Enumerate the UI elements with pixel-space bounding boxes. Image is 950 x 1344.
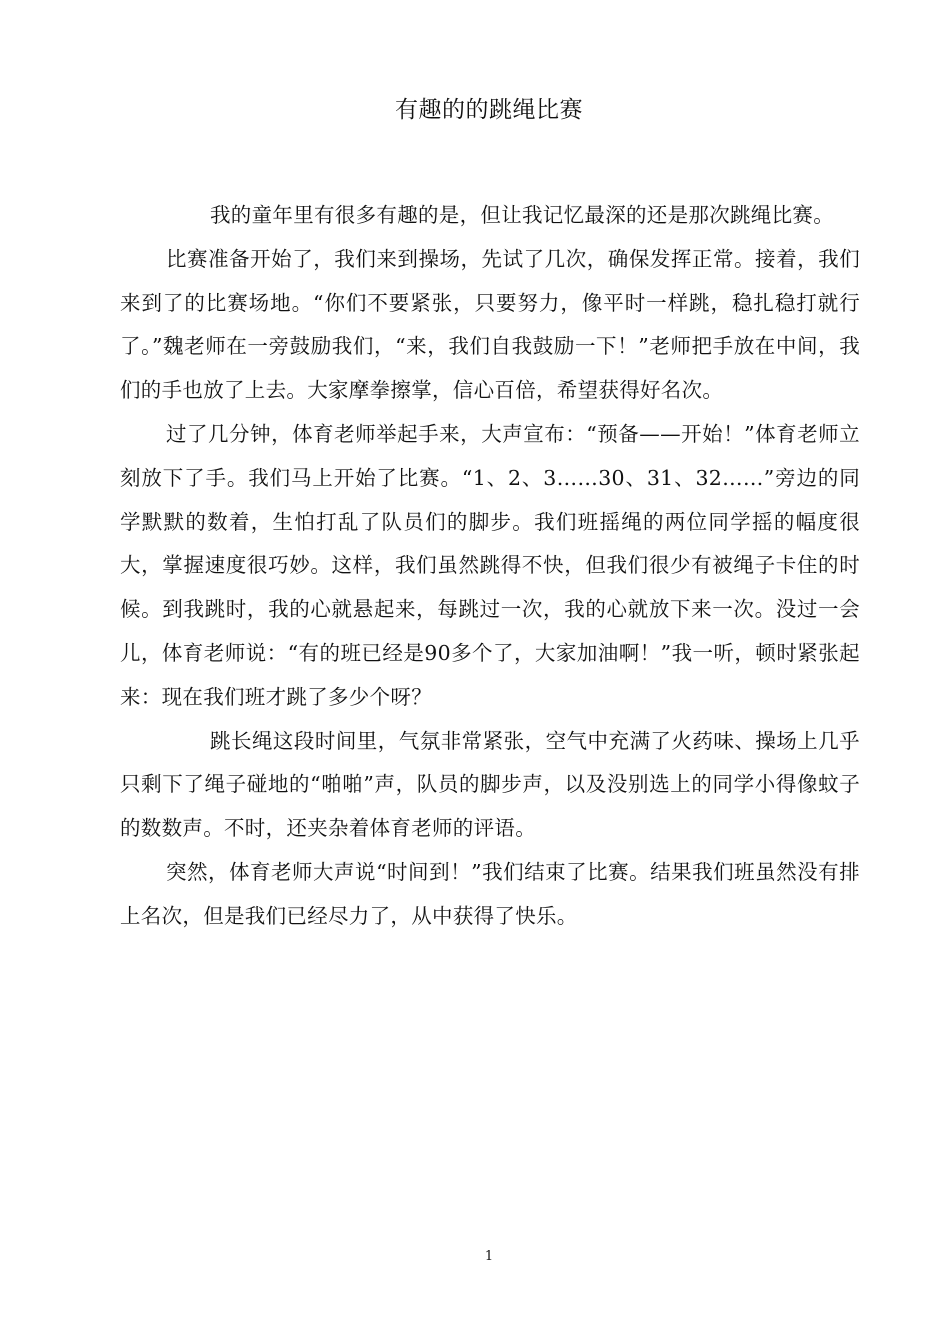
- page-number: 1: [484, 1249, 494, 1264]
- document-body: [120, 194, 860, 939]
- document-title: 有趣的的跳绳比赛: [395, 97, 583, 123]
- paragraph-preparation: 比赛准备开始了，我们来到操场，先试了几次，确保发挥正常。接着，我们来到了的比赛场地。“你们不要紧张，只要努力，像平时一样跳，稳扎稳打就行了。”魏老师在一旁鼓励我们，“来，我们自我鼓励一下！”老师把手放在中间，我们的手也放了上去。大家摩拳擦掌，信心百倍，希望获得好名次。: [120, 246, 860, 403]
- paragraph-competition: 过了几分钟，体育老师举起手来，大声宣布：“预备——开始！”体育老师立刻放下了手。我们马上开始了比赛。“1、2、3……30、31、32……”旁边的同学默默的数着，生怕打乱了队员们的脚步。我们班摇绳的两位同学摇的幅度很大，掌握速度很巧妙。这样，我们虽然跳得不快，但我们很少有被绳子卡住的时候。到我跳时，我的心就悬起来，每跳过一次，我的心就放下来一次。没过一会儿，体育老师说：“有的班已经是90多个了，大家加油啊！”我一听，顿时紧张起来：现在我们班才跳了多少个呀？: [120, 421, 860, 709]
- paragraph-ending: 突然，体育老师大声说“时间到！”我们结束了比赛。结果我们班虽然没有排上名次，但是我们已经尽力了，从中获得了快乐。: [120, 859, 860, 928]
- paragraph-atmosphere: 跳长绳这段时间里，气氛非常紧张，空气中充满了火药味、操场上几乎只剩下了绳子碰地的“啪啪”声，队员的脚步声，以及没别选上的同学小得像蚊子的数数声。不时，还夹杂着体育老师的评语。: [120, 728, 860, 841]
- paragraph-intro: 我的童年里有很多有趣的是，但让我记忆最深的还是那次跳绳比赛。: [210, 203, 834, 227]
